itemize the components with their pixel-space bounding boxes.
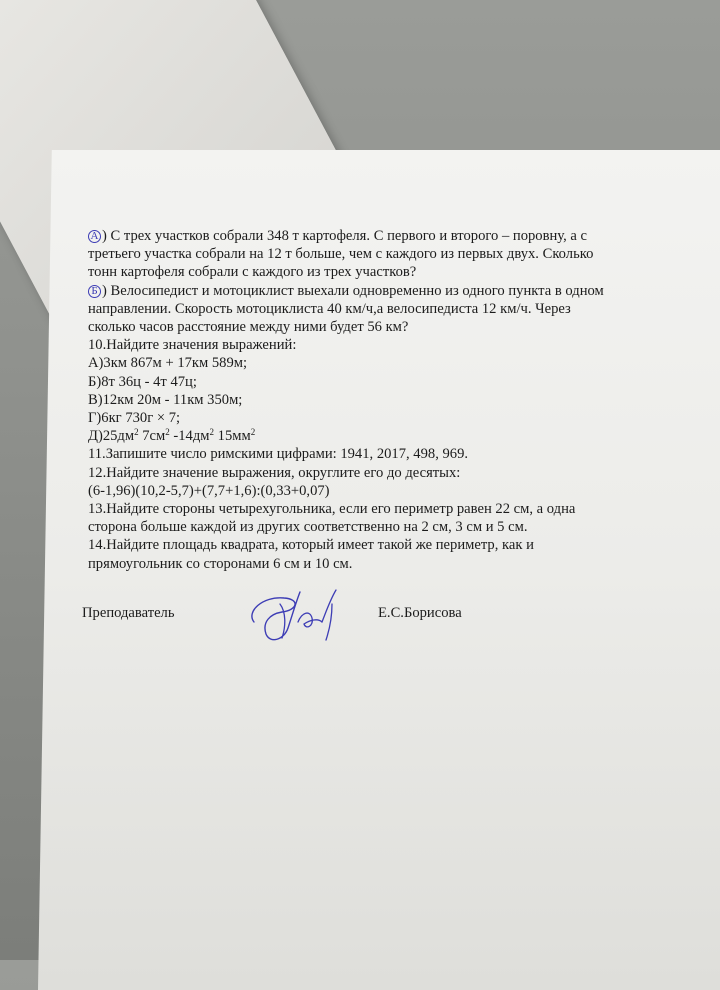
problem-b-line-1: Б ) Велосипедист и мотоциклист выехали одновременно из одного пункта в одном bbox=[88, 282, 648, 300]
problem-b-line-2: направлении. Скорость мотоциклиста 40 км/ч,а велосипедиста 12 км/ч. Через bbox=[88, 300, 571, 317]
problem-a-line-3: тонн картофеля собрали с каждого из трех участков? bbox=[88, 264, 417, 281]
problem-12-line-1: 12.Найдите значение выражения, округлите его до десятых: bbox=[88, 464, 461, 481]
problem-14-line-1: 14.Найдите площадь квадрата, который имеет такой же периметр, как и bbox=[88, 537, 534, 554]
problem-12-line-2: (6-1,96)(10,2-5,7)+(7,7+1,6):(0,33+0,07) bbox=[88, 482, 330, 499]
circled-marker-b: Б bbox=[88, 285, 101, 298]
handwritten-signature bbox=[240, 582, 350, 652]
problem-10-item-g: Г)6кг 730г × 7; bbox=[88, 410, 181, 427]
teacher-name: Е.С.Борисова bbox=[378, 605, 462, 621]
circled-marker-a: А bbox=[88, 230, 101, 243]
problem-14-line-2: прямоугольник со сторонами 6 см и 10 см. bbox=[88, 555, 353, 572]
document-text bbox=[88, 227, 648, 573]
problem-a-line-1: А ) С трех участков собрали 348 т картофеля. С первого и второго – поровну, а с bbox=[88, 227, 648, 245]
teacher-label: Преподаватель bbox=[82, 605, 175, 621]
problem-a-line-2: третьего участка собрали на 12 т больше, чем с каждого из первых двух. Сколько bbox=[88, 246, 594, 263]
problem-13-line-2: сторона больше каждой из других соответственно на 2 см, 3 см и 5 см. bbox=[88, 519, 528, 536]
problem-10-item-d: $Д)25дм^2$ $7см^2$ $-14дм^2$ $15мм^2$ bbox=[88, 427, 256, 445]
problem-b-line-3: сколько часов расстояние между ними будет 56 км? bbox=[88, 319, 409, 336]
problem-10-item-a: А)3км 867м + 17км 589м; bbox=[88, 355, 248, 372]
problem-10-item-v: В)12км 20м - 11км 350м; bbox=[88, 391, 243, 408]
problem-10-title: 10.Найдите значения выражений: bbox=[88, 337, 297, 354]
problem-10-item-b: Б)8т 36ц - 4т 47ц; bbox=[88, 373, 197, 390]
problem-13-line-1: 13.Найдите стороны четырехугольника, если его периметр равен 22 см, а одна bbox=[88, 501, 576, 518]
problem-11: 11.Запишите число римскими цифрами: 1941, 2017, 498, 969. bbox=[88, 446, 469, 463]
